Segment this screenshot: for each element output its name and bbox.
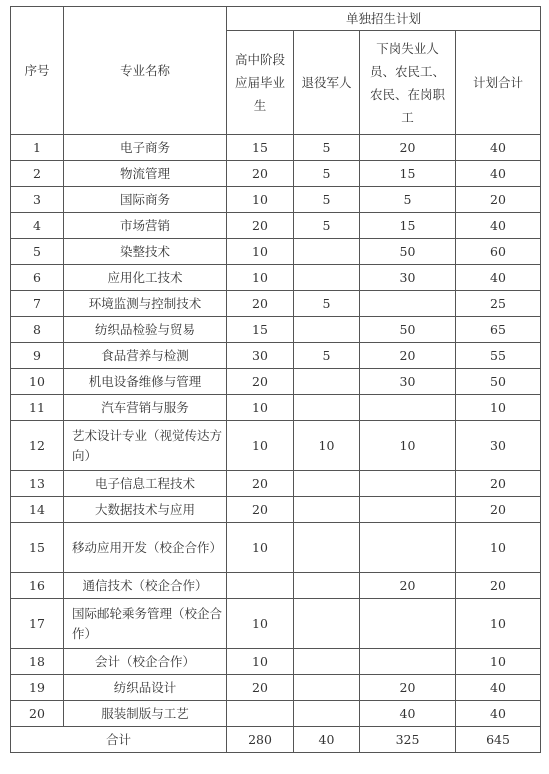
cell-major: 市场营销 [64,213,227,239]
cell-workers: 30 [360,369,456,395]
cell-major: 物流管理 [64,161,227,187]
cell-index: 3 [11,187,64,213]
cell-workers: 15 [360,213,456,239]
cell-veterans [294,573,360,599]
cell-veterans [294,497,360,523]
cell-high-school: 10 [227,523,294,573]
cell-veterans [294,471,360,497]
table-row [11,317,541,343]
cell-index: 18 [11,649,64,675]
table-row [11,395,541,421]
cell-veterans [294,701,360,727]
cell-high-school: 30 [227,343,294,369]
cell-total: 20 [456,187,541,213]
summary-row [11,727,541,753]
cell-veterans: 5 [294,343,360,369]
cell-workers [360,599,456,649]
summary-veterans: 40 [294,727,360,753]
cell-workers: 10 [360,421,456,471]
table-row [11,599,541,649]
cell-major: 环境监测与控制技术 [64,291,227,317]
cell-index: 8 [11,317,64,343]
header-index: 序号 [11,7,64,135]
table-row [11,135,541,161]
cell-total: 65 [456,317,541,343]
cell-total: 40 [456,135,541,161]
cell-index: 20 [11,701,64,727]
cell-workers: 50 [360,239,456,265]
header-major: 专业名称 [64,7,227,135]
cell-major: 会计（校企合作） [64,649,227,675]
cell-veterans [294,265,360,291]
cell-workers: 20 [360,343,456,369]
cell-workers [360,497,456,523]
cell-total: 40 [456,701,541,727]
table-row [11,161,541,187]
cell-workers [360,523,456,573]
cell-major: 食品营养与检测 [64,343,227,369]
cell-index: 15 [11,523,64,573]
cell-workers: 40 [360,701,456,727]
cell-total: 20 [456,573,541,599]
cell-major: 服装制版与工艺 [64,701,227,727]
table-row [11,701,541,727]
cell-total: 10 [456,649,541,675]
cell-total: 40 [456,161,541,187]
cell-major: 国际邮轮乘务管理（校企合作） [64,599,227,649]
cell-high-school: 20 [227,497,294,523]
cell-veterans: 5 [294,187,360,213]
header-workers: 下岗失业人员、农民工、农民、在岗职工 [360,31,456,135]
cell-index: 13 [11,471,64,497]
table-row [11,187,541,213]
cell-veterans [294,239,360,265]
enrollment-plan-table [10,6,541,753]
table-row [11,213,541,239]
cell-major: 移动应用开发（校企合作） [64,523,227,573]
cell-high-school: 20 [227,161,294,187]
header-total: 计划合计 [456,31,541,135]
cell-veterans [294,599,360,649]
cell-index: 16 [11,573,64,599]
cell-index: 11 [11,395,64,421]
cell-workers: 50 [360,317,456,343]
cell-total: 40 [456,265,541,291]
cell-workers: 30 [360,265,456,291]
cell-workers: 20 [360,135,456,161]
cell-total: 40 [456,213,541,239]
cell-index: 5 [11,239,64,265]
cell-major: 电子商务 [64,135,227,161]
table-row [11,497,541,523]
cell-index: 6 [11,265,64,291]
header-high-school: 高中阶段应届毕业生 [227,31,294,135]
table-row [11,369,541,395]
cell-high-school: 10 [227,599,294,649]
cell-total: 10 [456,599,541,649]
cell-major: 大数据技术与应用 [64,497,227,523]
summary-total: 645 [456,727,541,753]
cell-index: 19 [11,675,64,701]
cell-total: 25 [456,291,541,317]
header-plan-group: 单独招生计划 [227,7,541,31]
cell-major: 机电设备维修与管理 [64,369,227,395]
cell-index: 1 [11,135,64,161]
summary-high-school: 280 [227,727,294,753]
cell-workers [360,471,456,497]
cell-veterans: 5 [294,135,360,161]
cell-major: 纺织品检验与贸易 [64,317,227,343]
cell-veterans [294,523,360,573]
cell-workers [360,395,456,421]
cell-total: 30 [456,421,541,471]
cell-index: 17 [11,599,64,649]
cell-workers: 5 [360,187,456,213]
cell-major: 艺术设计专业（视觉传达方向） [64,421,227,471]
cell-total: 20 [456,497,541,523]
cell-veterans [294,317,360,343]
cell-high-school: 10 [227,265,294,291]
cell-veterans: 10 [294,421,360,471]
cell-veterans: 5 [294,213,360,239]
cell-index: 2 [11,161,64,187]
cell-workers: 20 [360,573,456,599]
cell-veterans [294,675,360,701]
cell-veterans: 5 [294,161,360,187]
cell-total: 10 [456,523,541,573]
cell-high-school: 10 [227,421,294,471]
cell-index: 9 [11,343,64,369]
table-row [11,291,541,317]
cell-index: 14 [11,497,64,523]
cell-total: 50 [456,369,541,395]
cell-index: 7 [11,291,64,317]
cell-total: 40 [456,675,541,701]
table-row [11,523,541,573]
cell-high-school: 20 [227,369,294,395]
table-row [11,421,541,471]
cell-veterans [294,369,360,395]
cell-total: 55 [456,343,541,369]
cell-index: 10 [11,369,64,395]
cell-workers [360,649,456,675]
cell-high-school: 20 [227,471,294,497]
cell-major: 电子信息工程技术 [64,471,227,497]
cell-high-school: 10 [227,395,294,421]
cell-total: 60 [456,239,541,265]
cell-high-school: 15 [227,135,294,161]
cell-high-school: 10 [227,187,294,213]
cell-workers: 20 [360,675,456,701]
cell-high-school [227,573,294,599]
cell-high-school: 20 [227,675,294,701]
cell-major: 通信技术（校企合作） [64,573,227,599]
cell-major: 应用化工技术 [64,265,227,291]
cell-workers: 15 [360,161,456,187]
header-veterans: 退役军人 [294,31,360,135]
summary-label: 合计 [11,727,227,753]
cell-high-school [227,701,294,727]
cell-index: 12 [11,421,64,471]
cell-high-school: 20 [227,213,294,239]
cell-major: 国际商务 [64,187,227,213]
cell-workers [360,291,456,317]
table-row [11,239,541,265]
table-row [11,675,541,701]
cell-veterans: 5 [294,291,360,317]
cell-major: 汽车营销与服务 [64,395,227,421]
table-row [11,265,541,291]
summary-workers: 325 [360,727,456,753]
table-row [11,471,541,497]
cell-index: 4 [11,213,64,239]
cell-high-school: 15 [227,317,294,343]
cell-high-school: 20 [227,291,294,317]
cell-high-school: 10 [227,649,294,675]
cell-veterans [294,395,360,421]
table-row [11,573,541,599]
table-row [11,343,541,369]
cell-major: 纺织品设计 [64,675,227,701]
cell-major: 染整技术 [64,239,227,265]
table-row [11,649,541,675]
cell-total: 10 [456,395,541,421]
cell-veterans [294,649,360,675]
cell-total: 20 [456,471,541,497]
cell-high-school: 10 [227,239,294,265]
